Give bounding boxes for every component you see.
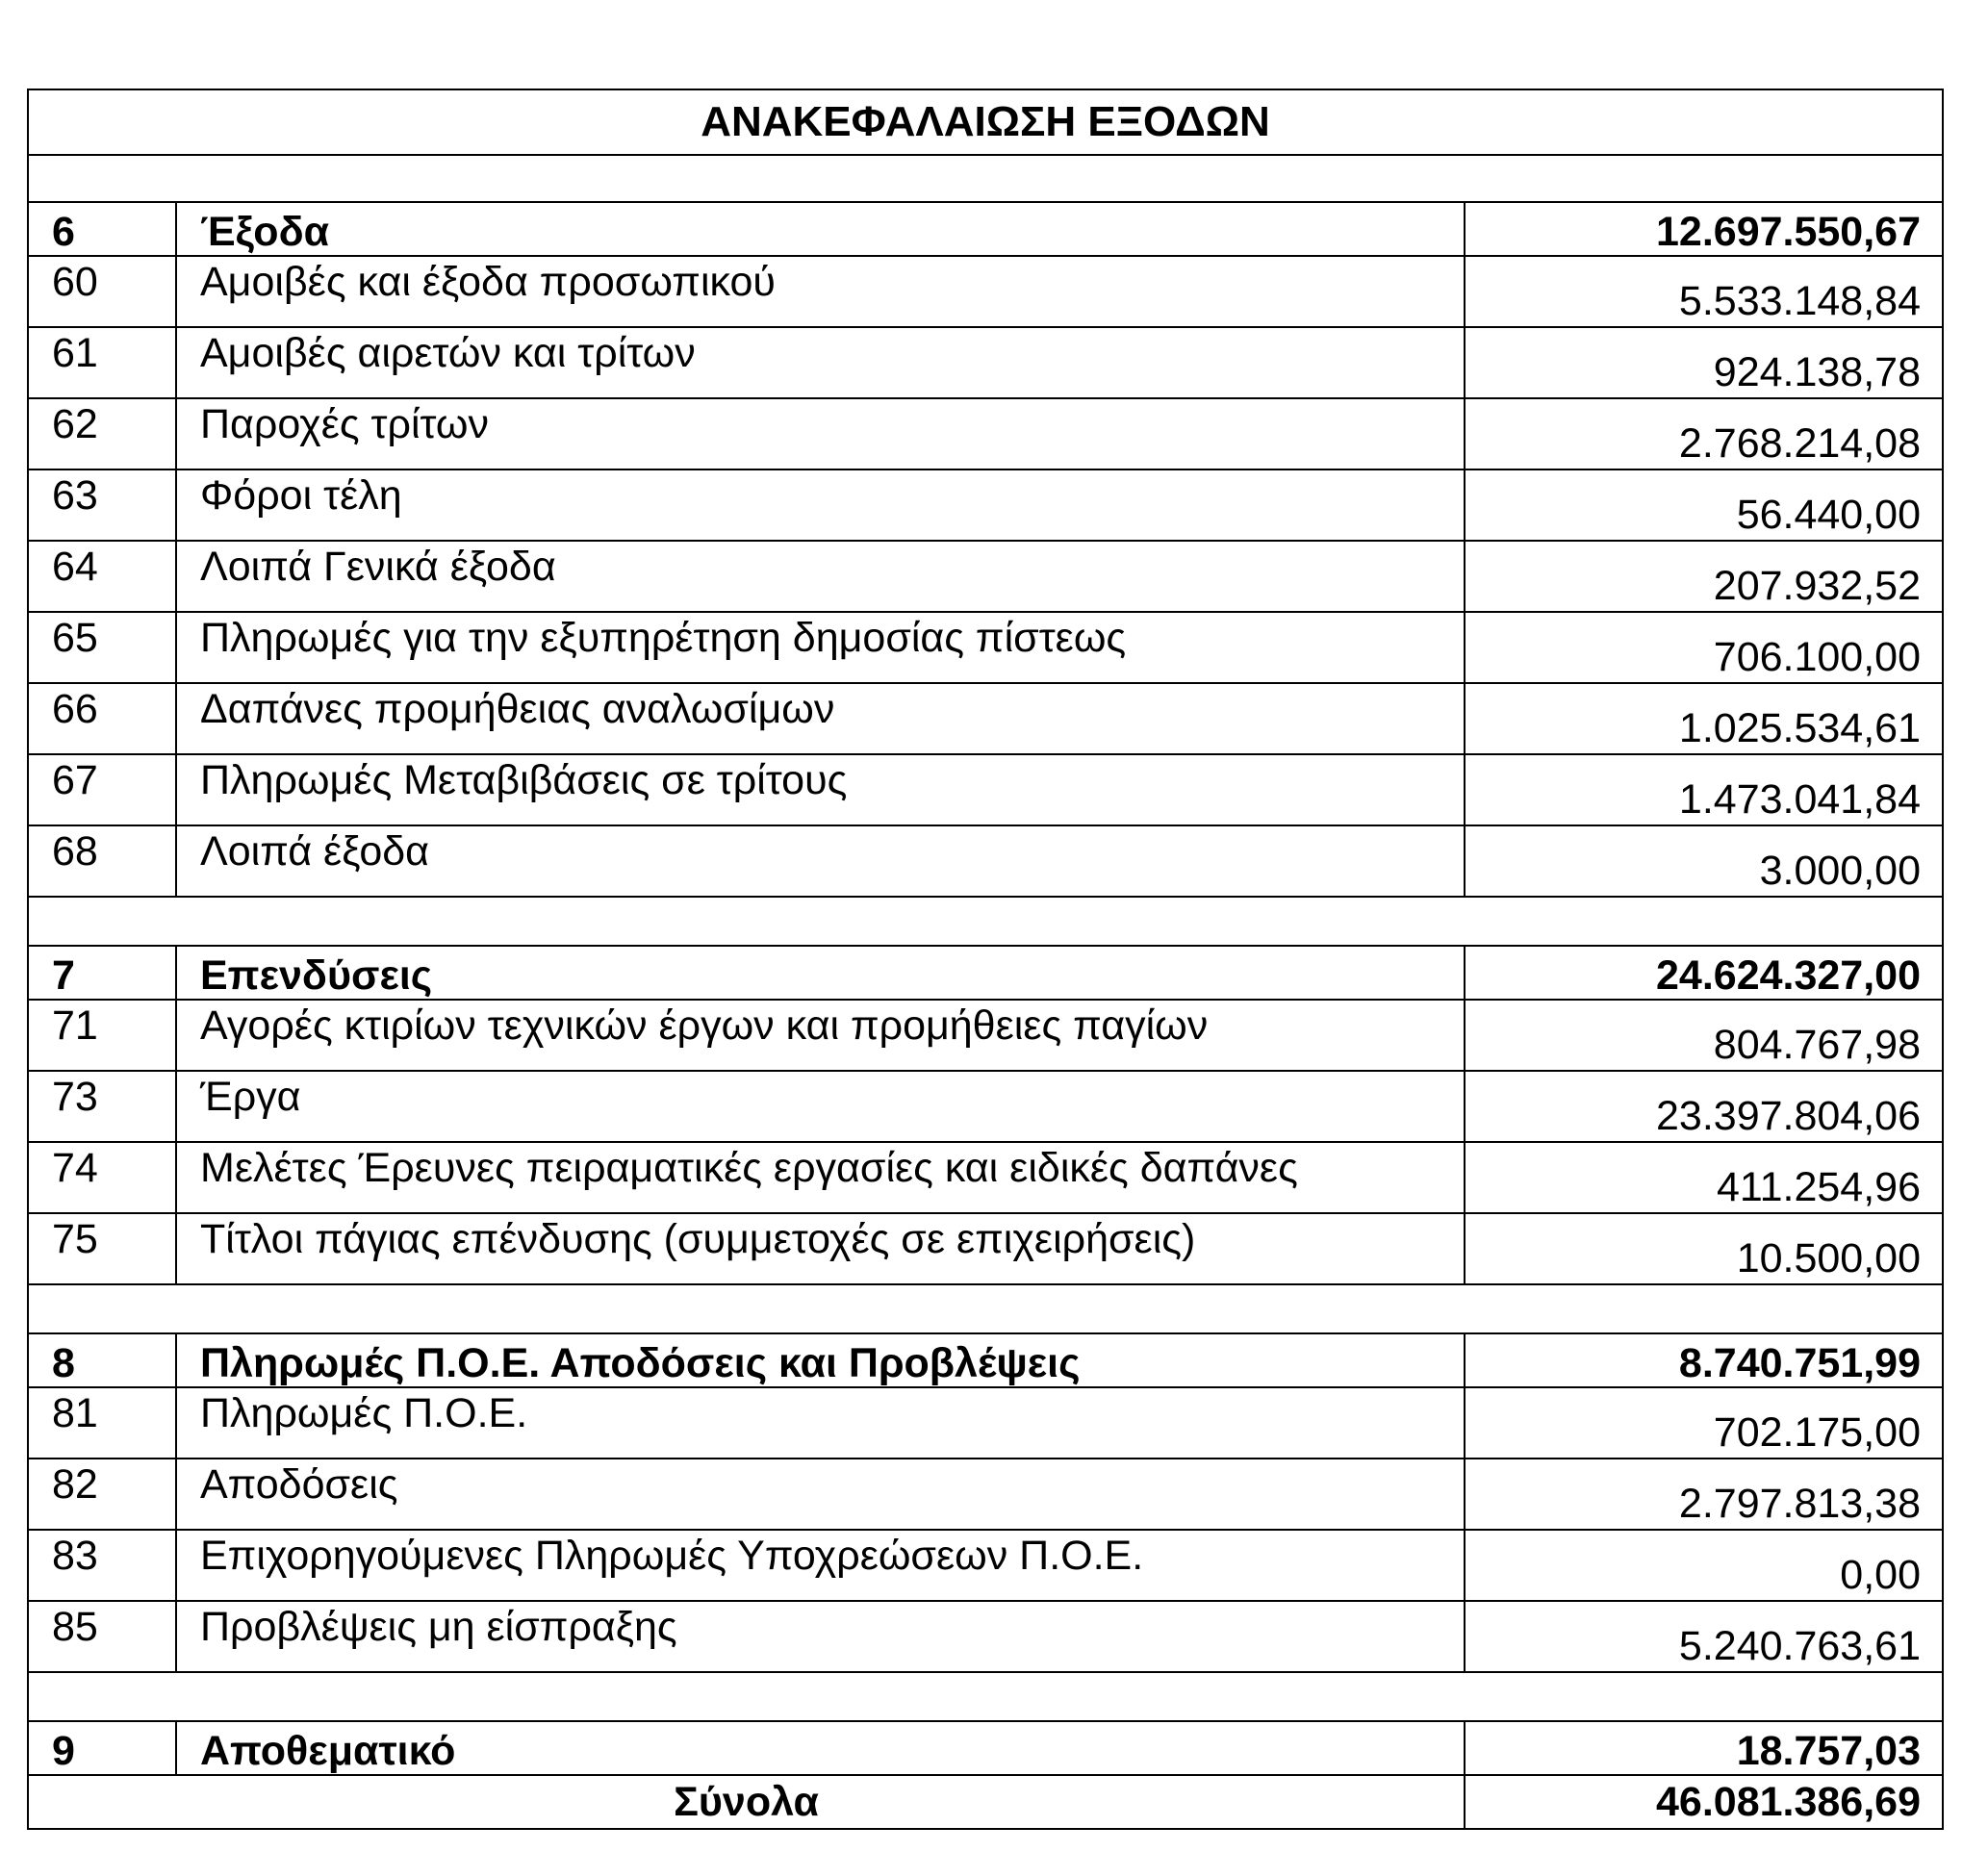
item-amount: 1.473.041,84 [1465, 754, 1943, 825]
item-amount: 2.797.813,38 [1465, 1459, 1943, 1530]
group-row [28, 946, 1943, 1000]
item-amount: 10.500,00 [1465, 1213, 1943, 1284]
item-code: 83 [28, 1530, 176, 1601]
item-amount: 0,00 [1465, 1530, 1943, 1601]
item-code: 74 [28, 1142, 176, 1213]
item-amount: 23.397.804,06 [1465, 1071, 1943, 1142]
item-code: 68 [28, 825, 176, 897]
item-label: Λοιπά έξοδα [176, 825, 1465, 897]
item-code: 71 [28, 1000, 176, 1071]
item-label: Προβλέψεις μη είσπραξης [176, 1601, 1465, 1672]
item-label: Λοιπά Γενικά έξοδα [176, 541, 1465, 612]
table-row [28, 825, 1943, 897]
table-row [28, 1213, 1943, 1284]
group-row [28, 1333, 1943, 1387]
item-code: 63 [28, 469, 176, 541]
total-label: Σύνολα [28, 1775, 1465, 1829]
item-amount: 56.440,00 [1465, 469, 1943, 541]
item-label: Αγορές κτιρίων τεχνικών έργων και προμήθειες παγίων [176, 1000, 1465, 1071]
group-amount: 24.624.327,00 [1465, 946, 1943, 1000]
group-amount: 18.757,03 [1465, 1721, 1943, 1775]
table-row [28, 612, 1943, 683]
group-code: 8 [28, 1333, 176, 1387]
item-code: 73 [28, 1071, 176, 1142]
group-amount: 12.697.550,67 [1465, 202, 1943, 256]
table-title: ΑΝΑΚΕΦΑΛΑΙΩΣΗ ΕΞΟΔΩΝ [28, 89, 1943, 155]
spacer-row [28, 1284, 1943, 1333]
group-label: Έξοδα [176, 202, 1465, 256]
item-amount: 5.533.148,84 [1465, 256, 1943, 327]
group-row [28, 202, 1943, 256]
table-title-row [28, 89, 1943, 155]
spacer-row [28, 1672, 1943, 1721]
group-amount: 8.740.751,99 [1465, 1333, 1943, 1387]
item-label: Πληρωμές Π.Ο.Ε. [176, 1387, 1465, 1459]
item-code: 67 [28, 754, 176, 825]
item-label: Μελέτες Έρευνες πειραματικές εργασίες και ειδικές δαπάνες [176, 1142, 1465, 1213]
item-code: 81 [28, 1387, 176, 1459]
item-label: Έργα [176, 1071, 1465, 1142]
table-row [28, 1387, 1943, 1459]
table-row [28, 754, 1943, 825]
item-code: 60 [28, 256, 176, 327]
table-row [28, 327, 1943, 398]
group-code: 9 [28, 1721, 176, 1775]
item-amount: 2.768.214,08 [1465, 398, 1943, 469]
table-row [28, 398, 1943, 469]
table-row [28, 256, 1943, 327]
spacer-row [28, 155, 1943, 202]
item-code: 62 [28, 398, 176, 469]
expense-summary-body [28, 89, 1943, 1829]
table-row [28, 1530, 1943, 1601]
table-row [28, 541, 1943, 612]
item-code: 65 [28, 612, 176, 683]
group-label: Πληρωμές Π.Ο.Ε. Αποδόσεις και Προβλέψεις [176, 1333, 1465, 1387]
expense-summary-table [27, 89, 1944, 1830]
table-row [28, 1459, 1943, 1530]
group-row [28, 1721, 1943, 1775]
item-label: Τίτλοι πάγιας επένδυσης (συμμετοχές σε επιχειρήσεις) [176, 1213, 1465, 1284]
total-row [28, 1775, 1943, 1829]
group-label: Αποθεματικό [176, 1721, 1465, 1775]
item-code: 75 [28, 1213, 176, 1284]
item-amount: 702.175,00 [1465, 1387, 1943, 1459]
item-label: Πληρωμές για την εξυπηρέτηση δημοσίας πίστεως [176, 612, 1465, 683]
item-code: 82 [28, 1459, 176, 1530]
group-code: 6 [28, 202, 176, 256]
group-label: Επενδύσεις [176, 946, 1465, 1000]
item-code: 64 [28, 541, 176, 612]
item-label: Επιχορηγούμενες Πληρωμές Υποχρεώσεων Π.Ο.Ε. [176, 1530, 1465, 1601]
item-label: Δαπάνες προμήθειας αναλωσίμων [176, 683, 1465, 754]
item-code: 66 [28, 683, 176, 754]
table-row [28, 1000, 1943, 1071]
spacer-row [28, 897, 1943, 946]
item-label: Φόροι τέλη [176, 469, 1465, 541]
item-amount: 411.254,96 [1465, 1142, 1943, 1213]
item-amount: 3.000,00 [1465, 825, 1943, 897]
item-code: 85 [28, 1601, 176, 1672]
item-amount: 924.138,78 [1465, 327, 1943, 398]
item-label: Παροχές τρίτων [176, 398, 1465, 469]
table-row [28, 469, 1943, 541]
item-amount: 804.767,98 [1465, 1000, 1943, 1071]
item-amount: 1.025.534,61 [1465, 683, 1943, 754]
table-row [28, 1142, 1943, 1213]
table-row [28, 683, 1943, 754]
item-label: Αμοιβές αιρετών και τρίτων [176, 327, 1465, 398]
group-code: 7 [28, 946, 176, 1000]
item-label: Αμοιβές και έξοδα προσωπικού [176, 256, 1465, 327]
item-code: 61 [28, 327, 176, 398]
item-amount: 706.100,00 [1465, 612, 1943, 683]
total-amount: 46.081.386,69 [1465, 1775, 1943, 1829]
item-amount: 5.240.763,61 [1465, 1601, 1943, 1672]
item-label: Πληρωμές Μεταβιβάσεις σε τρίτους [176, 754, 1465, 825]
table-row [28, 1071, 1943, 1142]
item-amount: 207.932,52 [1465, 541, 1943, 612]
table-row [28, 1601, 1943, 1672]
item-label: Αποδόσεις [176, 1459, 1465, 1530]
